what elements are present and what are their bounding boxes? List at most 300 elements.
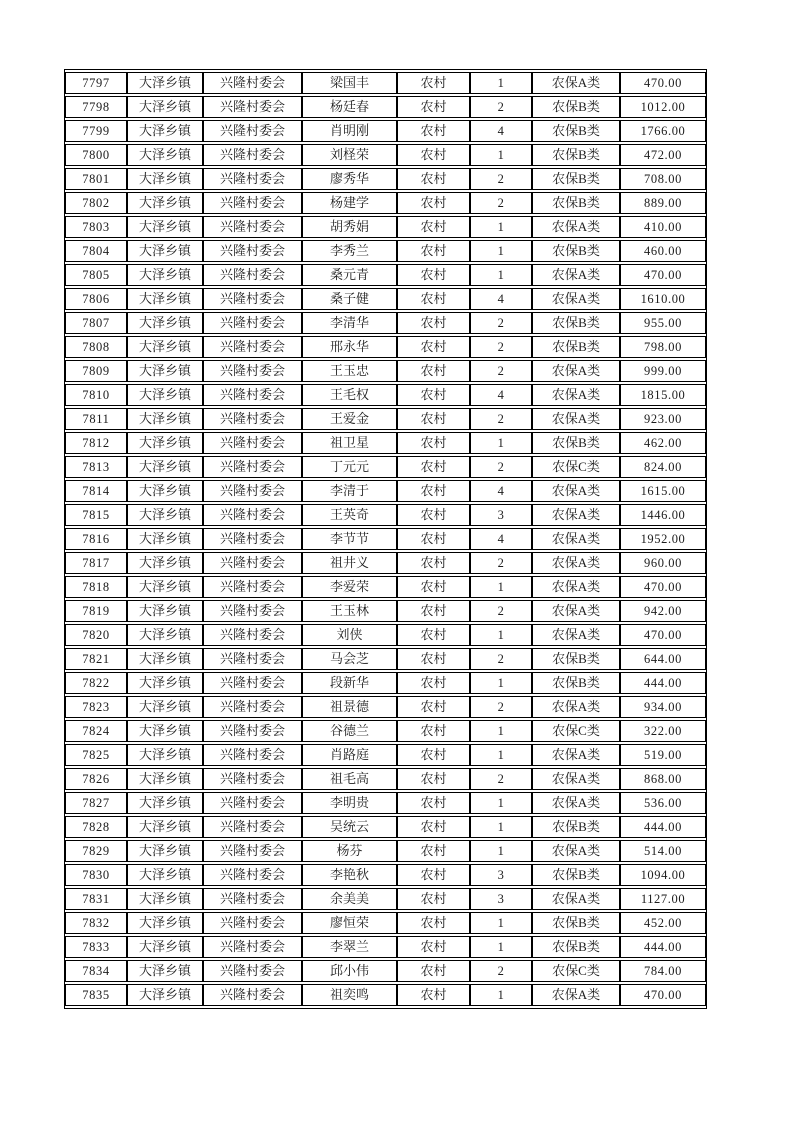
cell-amount: 934.00 [620, 696, 706, 718]
cell-town: 大泽乡镇 [127, 912, 203, 934]
cell-village-committee: 兴隆村委会 [203, 288, 302, 310]
table-row [65, 864, 706, 886]
cell-person-name: 谷德兰 [302, 720, 397, 742]
cell-person-name: 杨建学 [302, 192, 397, 214]
cell-insurance-category: 农保A类 [532, 600, 620, 622]
cell-residence-type: 农村 [397, 792, 470, 814]
cell-insurance-category: 农保B类 [532, 936, 620, 958]
cell-sequence-number: 7810 [65, 384, 127, 406]
cell-count: 2 [470, 408, 532, 430]
cell-sequence-number: 7827 [65, 792, 127, 814]
cell-town: 大泽乡镇 [127, 144, 203, 166]
cell-sequence-number: 7813 [65, 456, 127, 478]
cell-amount: 999.00 [620, 360, 706, 382]
table-container [64, 69, 707, 1009]
cell-sequence-number: 7816 [65, 528, 127, 550]
table-row [65, 144, 706, 166]
cell-count: 2 [470, 192, 532, 214]
table-row [65, 552, 706, 574]
cell-village-committee: 兴隆村委会 [203, 240, 302, 262]
cell-amount: 519.00 [620, 744, 706, 766]
cell-person-name: 邢永华 [302, 336, 397, 358]
cell-amount: 470.00 [620, 576, 706, 598]
cell-residence-type: 农村 [397, 432, 470, 454]
cell-person-name: 胡秀娟 [302, 216, 397, 238]
cell-person-name: 王毛权 [302, 384, 397, 406]
cell-person-name: 廖秀华 [302, 168, 397, 190]
cell-insurance-category: 农保A类 [532, 216, 620, 238]
cell-amount: 536.00 [620, 792, 706, 814]
cell-insurance-category: 农保B类 [532, 864, 620, 886]
cell-sequence-number: 7808 [65, 336, 127, 358]
cell-count: 2 [470, 768, 532, 790]
cell-village-committee: 兴隆村委会 [203, 888, 302, 910]
table-row [65, 792, 706, 814]
cell-sequence-number: 7809 [65, 360, 127, 382]
cell-person-name: 祖景德 [302, 696, 397, 718]
cell-person-name: 李节节 [302, 528, 397, 550]
cell-residence-type: 农村 [397, 672, 470, 694]
table-row [65, 600, 706, 622]
cell-residence-type: 农村 [397, 864, 470, 886]
cell-insurance-category: 农保A类 [532, 768, 620, 790]
cell-residence-type: 农村 [397, 576, 470, 598]
cell-sequence-number: 7833 [65, 936, 127, 958]
cell-count: 1 [470, 240, 532, 262]
table-row [65, 984, 706, 1006]
cell-count: 3 [470, 504, 532, 526]
cell-residence-type: 农村 [397, 168, 470, 190]
cell-insurance-category: 农保C类 [532, 960, 620, 982]
cell-village-committee: 兴隆村委会 [203, 336, 302, 358]
cell-amount: 470.00 [620, 624, 706, 646]
cell-village-committee: 兴隆村委会 [203, 648, 302, 670]
cell-insurance-category: 农保B类 [532, 120, 620, 142]
cell-sequence-number: 7798 [65, 96, 127, 118]
cell-amount: 923.00 [620, 408, 706, 430]
table-row [65, 312, 706, 334]
cell-sequence-number: 7831 [65, 888, 127, 910]
cell-residence-type: 农村 [397, 312, 470, 334]
cell-residence-type: 农村 [397, 336, 470, 358]
cell-person-name: 梁国丰 [302, 72, 397, 94]
cell-town: 大泽乡镇 [127, 744, 203, 766]
cell-amount: 644.00 [620, 648, 706, 670]
cell-insurance-category: 农保A类 [532, 888, 620, 910]
cell-amount: 1815.00 [620, 384, 706, 406]
table-row [65, 288, 706, 310]
cell-amount: 444.00 [620, 936, 706, 958]
cell-village-committee: 兴隆村委会 [203, 528, 302, 550]
cell-village-committee: 兴隆村委会 [203, 840, 302, 862]
cell-residence-type: 农村 [397, 528, 470, 550]
cell-village-committee: 兴隆村委会 [203, 600, 302, 622]
cell-insurance-category: 农保A类 [532, 744, 620, 766]
cell-residence-type: 农村 [397, 456, 470, 478]
cell-residence-type: 农村 [397, 264, 470, 286]
cell-village-committee: 兴隆村委会 [203, 624, 302, 646]
cell-amount: 410.00 [620, 216, 706, 238]
table-row [65, 960, 706, 982]
cell-sequence-number: 7822 [65, 672, 127, 694]
table-row [65, 432, 706, 454]
cell-sequence-number: 7800 [65, 144, 127, 166]
cell-residence-type: 农村 [397, 216, 470, 238]
cell-insurance-category: 农保A类 [532, 528, 620, 550]
cell-person-name: 王英奇 [302, 504, 397, 526]
cell-amount: 444.00 [620, 672, 706, 694]
cell-sequence-number: 7799 [65, 120, 127, 142]
cell-sequence-number: 7819 [65, 600, 127, 622]
cell-sequence-number: 7807 [65, 312, 127, 334]
cell-sequence-number: 7832 [65, 912, 127, 934]
cell-person-name: 吴统云 [302, 816, 397, 838]
cell-person-name: 王爱金 [302, 408, 397, 430]
cell-insurance-category: 农保B类 [532, 648, 620, 670]
cell-insurance-category: 农保A类 [532, 624, 620, 646]
cell-town: 大泽乡镇 [127, 552, 203, 574]
cell-amount: 452.00 [620, 912, 706, 934]
cell-person-name: 李清于 [302, 480, 397, 502]
table-row [65, 456, 706, 478]
cell-insurance-category: 农保A类 [532, 984, 620, 1006]
cell-town: 大泽乡镇 [127, 984, 203, 1006]
cell-person-name: 王玉林 [302, 600, 397, 622]
cell-insurance-category: 农保B类 [532, 816, 620, 838]
cell-town: 大泽乡镇 [127, 264, 203, 286]
cell-amount: 444.00 [620, 816, 706, 838]
cell-town: 大泽乡镇 [127, 696, 203, 718]
cell-residence-type: 农村 [397, 984, 470, 1006]
cell-insurance-category: 农保B类 [532, 192, 620, 214]
cell-village-committee: 兴隆村委会 [203, 360, 302, 382]
cell-insurance-category: 农保A类 [532, 288, 620, 310]
cell-count: 1 [470, 816, 532, 838]
cell-person-name: 马会芝 [302, 648, 397, 670]
cell-person-name: 杨芬 [302, 840, 397, 862]
cell-insurance-category: 农保A类 [532, 480, 620, 502]
cell-insurance-category: 农保B类 [532, 312, 620, 334]
table-row [65, 768, 706, 790]
table-row [65, 336, 706, 358]
cell-sequence-number: 7817 [65, 552, 127, 574]
cell-count: 1 [470, 576, 532, 598]
cell-town: 大泽乡镇 [127, 408, 203, 430]
cell-count: 2 [470, 648, 532, 670]
cell-town: 大泽乡镇 [127, 288, 203, 310]
cell-village-committee: 兴隆村委会 [203, 144, 302, 166]
cell-person-name: 邱小伟 [302, 960, 397, 982]
cell-amount: 1952.00 [620, 528, 706, 550]
cell-residence-type: 农村 [397, 480, 470, 502]
cell-town: 大泽乡镇 [127, 528, 203, 550]
cell-sequence-number: 7806 [65, 288, 127, 310]
cell-person-name: 杨廷春 [302, 96, 397, 118]
table-row [65, 360, 706, 382]
table-row [65, 264, 706, 286]
cell-insurance-category: 农保A类 [532, 264, 620, 286]
table-row [65, 912, 706, 934]
cell-insurance-category: 农保C类 [532, 720, 620, 742]
cell-village-committee: 兴隆村委会 [203, 864, 302, 886]
cell-residence-type: 农村 [397, 552, 470, 574]
cell-count: 1 [470, 264, 532, 286]
cell-town: 大泽乡镇 [127, 360, 203, 382]
cell-count: 1 [470, 936, 532, 958]
cell-village-committee: 兴隆村委会 [203, 456, 302, 478]
table-row [65, 816, 706, 838]
cell-residence-type: 农村 [397, 936, 470, 958]
cell-count: 2 [470, 312, 532, 334]
cell-amount: 514.00 [620, 840, 706, 862]
cell-person-name: 李秀兰 [302, 240, 397, 262]
cell-residence-type: 农村 [397, 960, 470, 982]
cell-insurance-category: 农保A类 [532, 792, 620, 814]
cell-sequence-number: 7825 [65, 744, 127, 766]
cell-village-committee: 兴隆村委会 [203, 960, 302, 982]
cell-count: 1 [470, 840, 532, 862]
cell-insurance-category: 农保B类 [532, 144, 620, 166]
table-row [65, 696, 706, 718]
cell-town: 大泽乡镇 [127, 960, 203, 982]
cell-residence-type: 农村 [397, 600, 470, 622]
cell-sequence-number: 7828 [65, 816, 127, 838]
cell-count: 2 [470, 960, 532, 982]
cell-village-committee: 兴隆村委会 [203, 264, 302, 286]
cell-count: 3 [470, 864, 532, 886]
table-row [65, 888, 706, 910]
cell-count: 2 [470, 696, 532, 718]
cell-village-committee: 兴隆村委会 [203, 432, 302, 454]
cell-town: 大泽乡镇 [127, 480, 203, 502]
cell-town: 大泽乡镇 [127, 792, 203, 814]
table-row [65, 840, 706, 862]
cell-village-committee: 兴隆村委会 [203, 384, 302, 406]
cell-amount: 889.00 [620, 192, 706, 214]
cell-residence-type: 农村 [397, 360, 470, 382]
cell-insurance-category: 农保A类 [532, 576, 620, 598]
cell-residence-type: 农村 [397, 720, 470, 742]
cell-count: 1 [470, 720, 532, 742]
cell-residence-type: 农村 [397, 696, 470, 718]
cell-insurance-category: 农保A类 [532, 504, 620, 526]
cell-town: 大泽乡镇 [127, 864, 203, 886]
cell-amount: 960.00 [620, 552, 706, 574]
cell-sequence-number: 7803 [65, 216, 127, 238]
cell-person-name: 李爱荣 [302, 576, 397, 598]
payment-table [65, 70, 706, 1008]
cell-village-committee: 兴隆村委会 [203, 120, 302, 142]
cell-count: 1 [470, 624, 532, 646]
cell-town: 大泽乡镇 [127, 888, 203, 910]
cell-village-committee: 兴隆村委会 [203, 696, 302, 718]
cell-sequence-number: 7821 [65, 648, 127, 670]
cell-person-name: 李清华 [302, 312, 397, 334]
cell-count: 1 [470, 216, 532, 238]
cell-sequence-number: 7797 [65, 72, 127, 94]
table-row [65, 192, 706, 214]
cell-sequence-number: 7835 [65, 984, 127, 1006]
cell-count: 2 [470, 336, 532, 358]
cell-village-committee: 兴隆村委会 [203, 936, 302, 958]
cell-person-name: 段新华 [302, 672, 397, 694]
cell-village-committee: 兴隆村委会 [203, 720, 302, 742]
cell-town: 大泽乡镇 [127, 432, 203, 454]
cell-person-name: 肖路庭 [302, 744, 397, 766]
table-row [65, 720, 706, 742]
cell-sequence-number: 7830 [65, 864, 127, 886]
cell-person-name: 丁元元 [302, 456, 397, 478]
cell-insurance-category: 农保B类 [532, 912, 620, 934]
cell-amount: 1012.00 [620, 96, 706, 118]
table-row [65, 936, 706, 958]
cell-person-name: 李明贵 [302, 792, 397, 814]
table-row [65, 480, 706, 502]
cell-town: 大泽乡镇 [127, 672, 203, 694]
cell-residence-type: 农村 [397, 96, 470, 118]
cell-town: 大泽乡镇 [127, 936, 203, 958]
cell-village-committee: 兴隆村委会 [203, 312, 302, 334]
cell-amount: 955.00 [620, 312, 706, 334]
cell-person-name: 王玉忠 [302, 360, 397, 382]
cell-amount: 1446.00 [620, 504, 706, 526]
cell-person-name: 李艳秋 [302, 864, 397, 886]
cell-sequence-number: 7802 [65, 192, 127, 214]
cell-residence-type: 农村 [397, 768, 470, 790]
cell-village-committee: 兴隆村委会 [203, 576, 302, 598]
cell-sequence-number: 7812 [65, 432, 127, 454]
cell-count: 1 [470, 792, 532, 814]
cell-sequence-number: 7820 [65, 624, 127, 646]
cell-amount: 470.00 [620, 264, 706, 286]
cell-residence-type: 农村 [397, 408, 470, 430]
cell-person-name: 祖毛高 [302, 768, 397, 790]
cell-residence-type: 农村 [397, 648, 470, 670]
cell-insurance-category: 农保A类 [532, 360, 620, 382]
cell-person-name: 肖明刚 [302, 120, 397, 142]
cell-sequence-number: 7805 [65, 264, 127, 286]
cell-village-committee: 兴隆村委会 [203, 816, 302, 838]
cell-count: 2 [470, 456, 532, 478]
cell-count: 4 [470, 528, 532, 550]
cell-count: 4 [470, 384, 532, 406]
cell-person-name: 李翠兰 [302, 936, 397, 958]
cell-sequence-number: 7829 [65, 840, 127, 862]
cell-village-committee: 兴隆村委会 [203, 72, 302, 94]
cell-count: 2 [470, 168, 532, 190]
cell-village-committee: 兴隆村委会 [203, 984, 302, 1006]
cell-count: 2 [470, 552, 532, 574]
cell-count: 1 [470, 912, 532, 934]
table-row [65, 648, 706, 670]
cell-village-committee: 兴隆村委会 [203, 168, 302, 190]
cell-sequence-number: 7826 [65, 768, 127, 790]
cell-residence-type: 农村 [397, 384, 470, 406]
cell-town: 大泽乡镇 [127, 168, 203, 190]
cell-insurance-category: 农保B类 [532, 96, 620, 118]
cell-village-committee: 兴隆村委会 [203, 792, 302, 814]
cell-town: 大泽乡镇 [127, 456, 203, 478]
cell-insurance-category: 农保A类 [532, 696, 620, 718]
cell-count: 1 [470, 984, 532, 1006]
cell-person-name: 祖井义 [302, 552, 397, 574]
cell-village-committee: 兴隆村委会 [203, 552, 302, 574]
cell-village-committee: 兴隆村委会 [203, 504, 302, 526]
cell-person-name: 余美美 [302, 888, 397, 910]
cell-insurance-category: 农保A类 [532, 72, 620, 94]
cell-residence-type: 农村 [397, 816, 470, 838]
cell-amount: 470.00 [620, 72, 706, 94]
cell-village-committee: 兴隆村委会 [203, 408, 302, 430]
cell-village-committee: 兴隆村委会 [203, 672, 302, 694]
cell-amount: 1127.00 [620, 888, 706, 910]
cell-town: 大泽乡镇 [127, 648, 203, 670]
cell-amount: 942.00 [620, 600, 706, 622]
cell-residence-type: 农村 [397, 288, 470, 310]
cell-residence-type: 农村 [397, 888, 470, 910]
cell-count: 2 [470, 600, 532, 622]
cell-amount: 1615.00 [620, 480, 706, 502]
table-row [65, 408, 706, 430]
cell-count: 1 [470, 432, 532, 454]
cell-count: 1 [470, 144, 532, 166]
table-row [65, 624, 706, 646]
cell-village-committee: 兴隆村委会 [203, 768, 302, 790]
cell-residence-type: 农村 [397, 120, 470, 142]
cell-town: 大泽乡镇 [127, 96, 203, 118]
cell-town: 大泽乡镇 [127, 216, 203, 238]
cell-town: 大泽乡镇 [127, 840, 203, 862]
cell-insurance-category: 农保B类 [532, 168, 620, 190]
cell-insurance-category: 农保B类 [532, 672, 620, 694]
cell-insurance-category: 农保B类 [532, 240, 620, 262]
cell-count: 3 [470, 888, 532, 910]
cell-town: 大泽乡镇 [127, 72, 203, 94]
cell-residence-type: 农村 [397, 72, 470, 94]
cell-count: 2 [470, 360, 532, 382]
cell-sequence-number: 7824 [65, 720, 127, 742]
cell-insurance-category: 农保A类 [532, 840, 620, 862]
cell-person-name: 桑子健 [302, 288, 397, 310]
cell-village-committee: 兴隆村委会 [203, 480, 302, 502]
cell-count: 2 [470, 96, 532, 118]
cell-count: 1 [470, 72, 532, 94]
cell-sequence-number: 7834 [65, 960, 127, 982]
cell-count: 4 [470, 120, 532, 142]
cell-insurance-category: 农保C类 [532, 456, 620, 478]
cell-residence-type: 农村 [397, 192, 470, 214]
cell-amount: 708.00 [620, 168, 706, 190]
cell-town: 大泽乡镇 [127, 624, 203, 646]
cell-village-committee: 兴隆村委会 [203, 192, 302, 214]
cell-town: 大泽乡镇 [127, 336, 203, 358]
cell-residence-type: 农村 [397, 144, 470, 166]
cell-insurance-category: 农保A类 [532, 552, 620, 574]
cell-residence-type: 农村 [397, 504, 470, 526]
cell-village-committee: 兴隆村委会 [203, 216, 302, 238]
cell-sequence-number: 7814 [65, 480, 127, 502]
cell-count: 4 [470, 480, 532, 502]
cell-town: 大泽乡镇 [127, 576, 203, 598]
cell-town: 大泽乡镇 [127, 816, 203, 838]
cell-sequence-number: 7815 [65, 504, 127, 526]
table-row [65, 672, 706, 694]
cell-village-committee: 兴隆村委会 [203, 912, 302, 934]
cell-amount: 460.00 [620, 240, 706, 262]
table-row [65, 744, 706, 766]
cell-town: 大泽乡镇 [127, 768, 203, 790]
cell-residence-type: 农村 [397, 840, 470, 862]
